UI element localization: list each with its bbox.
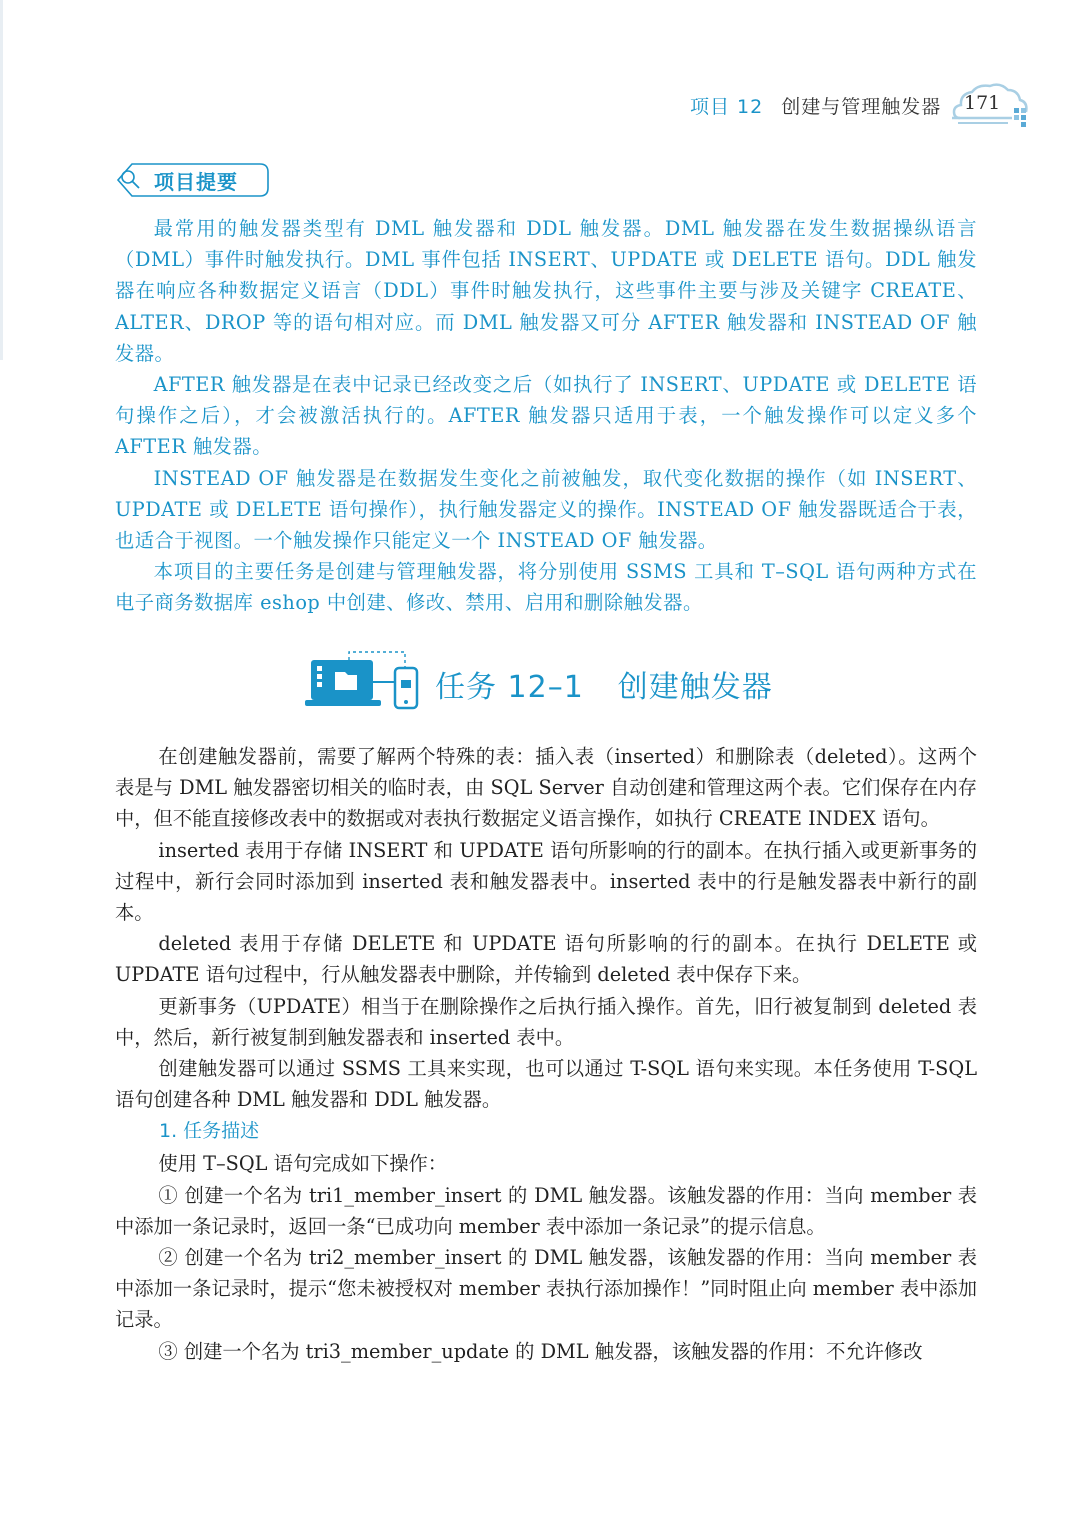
header-project: 项目 12 bbox=[690, 96, 764, 118]
desc-paragraph: ③ 创建一个名为 tri3_member_update 的 DML 触发器，该触发器的作用：不允许修改 bbox=[158, 1339, 923, 1363]
section-heading: 1. 任务描述 bbox=[159, 1120, 260, 1143]
summary-section bbox=[115, 213, 977, 619]
summary-tag-label: 项目提要 bbox=[154, 170, 238, 194]
page-number: 171 bbox=[964, 92, 1001, 114]
desc-paragraph: ① 创建一个名为 tri1_member_insert 的 DML 触发器。该触发器的作用：当向 member 表中添加一条记录时，返回一条“已成功向 member 表中添加一条记录”的提示信息。 bbox=[115, 1183, 977, 1238]
header-title: 创建与管理触发器 bbox=[781, 96, 942, 118]
laptop-phone-icon bbox=[305, 650, 425, 712]
left-edge-bar bbox=[0, 0, 3, 360]
summary-tag bbox=[112, 160, 272, 198]
header-text bbox=[690, 92, 941, 119]
body-paragraph: 创建触发器可以通过 SSMS 工具来实现，也可以通过 T-SQL 语句来实现。本任务使用 T-SQL 语句创建各种 DML 触发器和 DDL 触发器。 bbox=[115, 1057, 977, 1112]
summary-paragraph: 最常用的触发器类型有 DML 触发器和 DDL 触发器。DML 触发器在发生数据操纵语言（DML）事件时触发执行。DML 事件包括 INSERT、UPDATE 或 DELETE 语句。DDL 触发器在响应各种数据定义语言（DDL）事件时触发执行，这些事件主要与涉及关键字 CREATE、ALTER、DROP 等的语句相对应。而 DML 触发器又可分 AFTER 触发器和 INSTEAD OF 触发器。 bbox=[115, 217, 977, 365]
body-paragraph: deleted 表用于存储 DELETE 和 UPDATE 语句所影响的行的副本。在执行 DELETE 或 UPDATE 语句过程中，行从触发器表中删除，并传输到 deleted 表中保存下来。 bbox=[115, 932, 977, 987]
body-section bbox=[115, 741, 977, 1367]
desc-paragraph: ② 创建一个名为 tri2_member_insert 的 DML 触发器，该触发器的作用：当向 member 表中添加一条记录时，提示“您未被授权对 member 表执行添加操作！”同时阻止向 member 表中添加记录。 bbox=[115, 1246, 977, 1332]
summary-paragraph: AFTER 触发器是在表中记录已经改变之后（如执行了 INSERT、UPDATE 或 DELETE 语句操作之后），才会被激活执行的。AFTER 触发器只适用于表，一个触发操作可以定义多个 AFTER 触发器。 bbox=[115, 373, 977, 459]
desc-paragraph: 使用 T–SQL 语句完成如下操作： bbox=[158, 1152, 448, 1176]
body-paragraph: 更新事务（UPDATE）相当于在删除操作之后执行插入操作。首先，旧行被复制到 deleted 表中，然后，新行被复制到触发器表和 inserted 表中。 bbox=[115, 994, 977, 1049]
page-header bbox=[690, 88, 1020, 128]
body-paragraph: inserted 表用于存储 INSERT 和 UPDATE 语句所影响的行的副本。在执行插入或更新事务的过程中，新行会同时添加到 inserted 表和触发器表中。inserted 表中的行是触发器表中新行的副本。 bbox=[115, 838, 977, 925]
summary-paragraph: 本项目的主要任务是创建与管理触发器，将分别使用 SSMS 工具和 T–SQL 语句两种方式在电子商务数据库 eshop 中创建、修改、禁用、启用和删除触发器。 bbox=[115, 560, 977, 615]
task-title-text bbox=[435, 662, 773, 706]
summary-paragraph: INSTEAD OF 触发器是在数据发生变化之前被触发，取代变化数据的操作（如 INSERT、UPDATE 或 DELETE 语句操作），执行触发器定义的操作。INSTEAD OF 触发器既适合于表，也适合于视图。一个触发操作只能定义一个 INSTEAD OF 触发器。 bbox=[115, 466, 977, 553]
task-number: 任务 12–1 bbox=[435, 670, 584, 705]
body-paragraph: 在创建触发器前，需要了解两个特殊的表：插入表（inserted）和删除表（deleted）。这两个表是与 DML 触发器密切相关的临时表，由 SQL Server 自动创建和管理这两个表。它们保存在内存中，但不能直接修改表中的数据或对表执行数据定义语言操作，如执行 CREATE INDEX 语句。 bbox=[115, 745, 977, 831]
task-heading bbox=[305, 650, 805, 720]
task-name: 创建触发器 bbox=[617, 670, 773, 705]
